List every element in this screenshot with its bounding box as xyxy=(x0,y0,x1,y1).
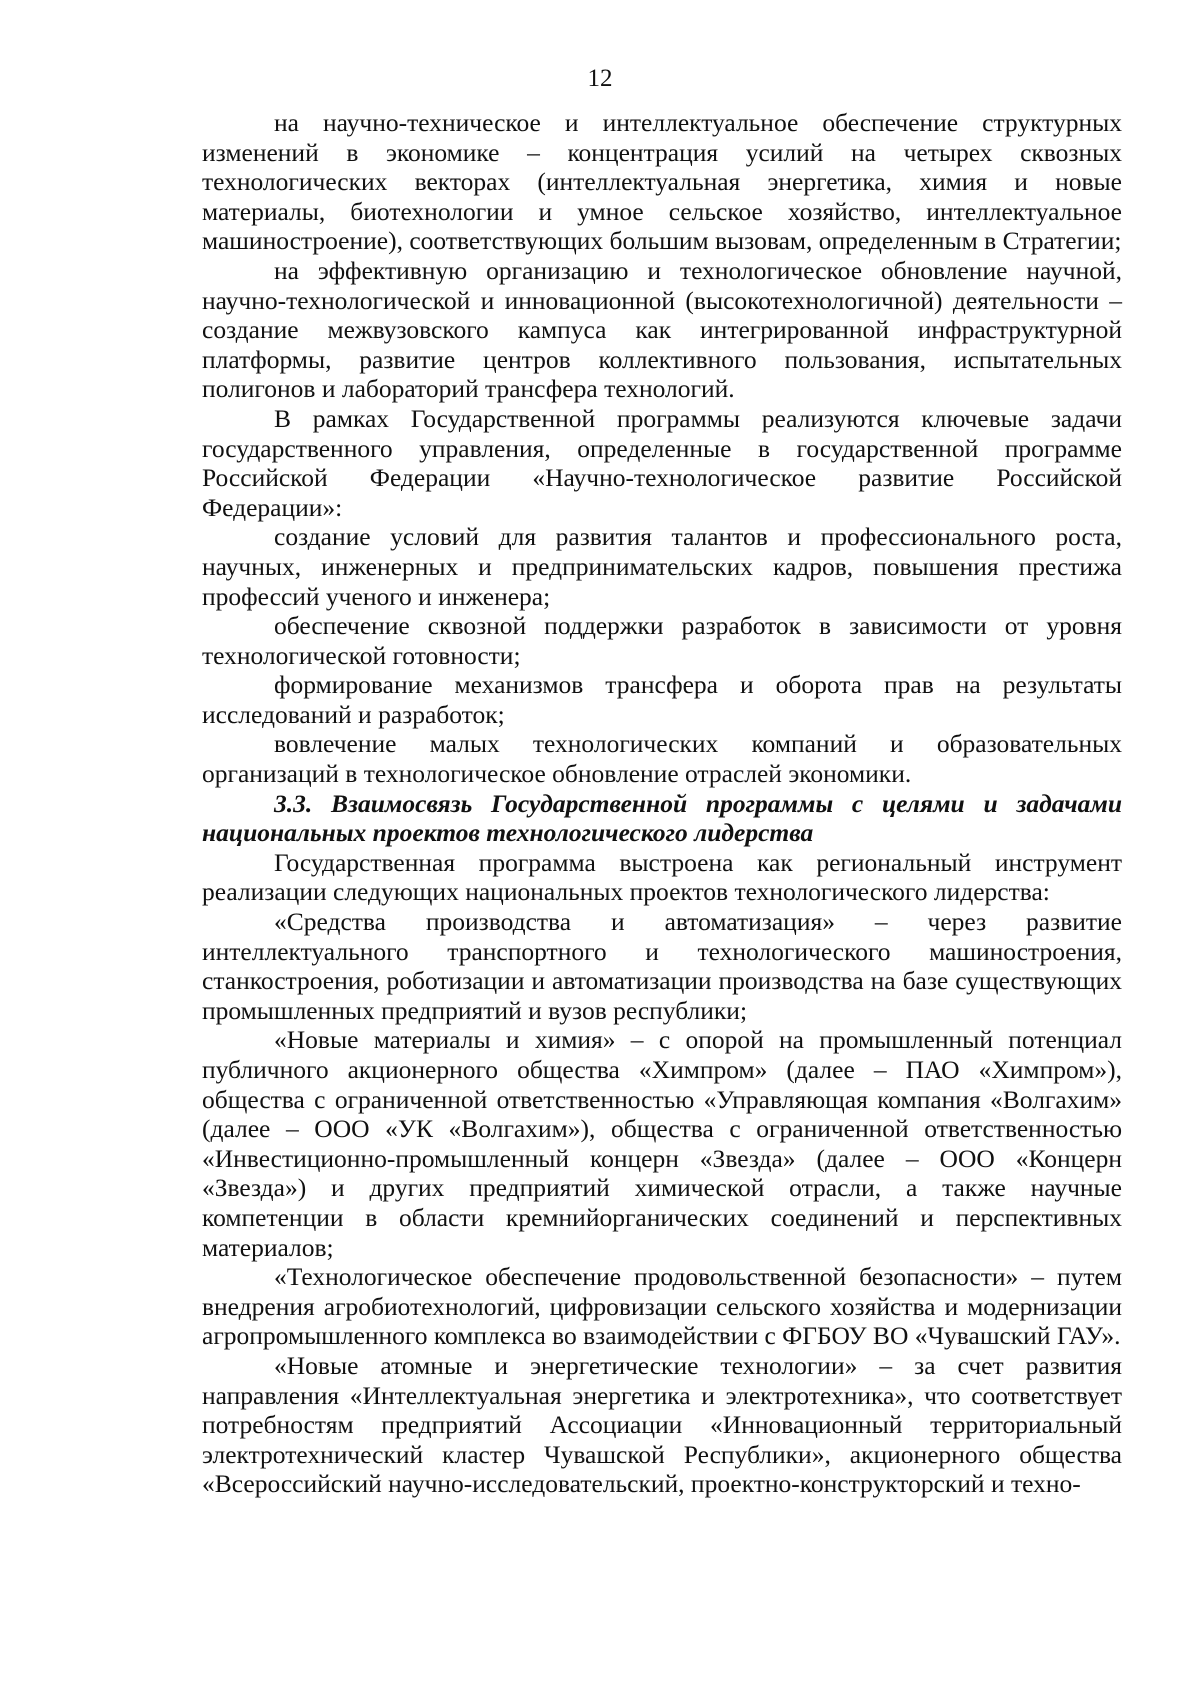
paragraph: на научно-техническое и интеллектуальное обеспечение структурных изменений в экономике – концентрация усилий на четырех сквозных технологических векторах (интеллектуальная энергетика, химия и новые материалы, биотехнологии и умное сельское хозяйство, интеллектуальное машиностроение), соответствующих большим вызовам, определенным в Стратегии; xyxy=(202,108,1122,256)
section-heading: 3.3. Взаимосвязь Государственной программы с целями и задачами национальных проектов технологического лидерства xyxy=(202,788,1122,848)
paragraph: «Средства производства и автоматизация» – через развитие интеллектуального транспортного и технологического машиностроения, станкостроения, роботизации и автоматизации производства на базе существующих промышленных предприятий и вузов республики; xyxy=(202,907,1122,1025)
paragraph: В рамках Государственной программы реализуются ключевые задачи государственного управления, определенные в государственной программе Российской Федерации «Научно-технологическое развитие Российской Федерации»: xyxy=(202,403,1122,522)
paragraph: «Новые атомные и энергетические технологии» – за счет развития направления «Интеллектуальная энергетика и электротехника», что соответствует потребностям предприятий Ассоциации «Инновационный территориальный электротехнический кластер Чувашской Республики», акционерного общества «Всероссийский научно-исследовательский, проектно-конструкторский и техно- xyxy=(202,1350,1122,1499)
paragraph: «Технологическое обеспечение продовольственной безопасности» – путем внедрения агробиотехнологий, цифровизации сельского хозяйства и модернизации агропромышленного комплекса во взаимодействии с ФГБОУ ВО «Чувашский ГАУ». xyxy=(202,1262,1122,1351)
paragraph: «Новые материалы и химия» – с опорой на промышленный потенциал публичного акционерного общества «Химпром» (далее – ПАО «Химпром»), общества с ограниченной ответственностью «Управляющая компания «Волгахим» (далее – ООО «УК «Волгахим»), общества с ограниченной ответственностью «Инвестиционно-промышленный концерн «Звезда» (далее – ООО «Концерн «Звезда») и других предприятий химической отрасли, а также научные компетенции в области кремнийорганических соединений и перспективных материалов; xyxy=(202,1025,1122,1262)
paragraph: формирование механизмов трансфера и оборота прав на результаты исследований и разработок; xyxy=(202,670,1122,729)
paragraph: создание условий для развития талантов и профессионального роста, научных, инженерных и предпринимательских кадров, повышения престижа профессий ученого и инженера; xyxy=(202,522,1122,611)
paragraph: Государственная программа выстроена как региональный инструмент реализации следующих национальных проектов технологического лидерства: xyxy=(202,847,1122,907)
paragraph: вовлечение малых технологических компаний и образовательных организаций в технологическое обновление отраслей экономики. xyxy=(202,729,1122,789)
page-number: 12 xyxy=(587,65,613,92)
document-body xyxy=(202,108,1122,1499)
paragraph: на эффективную организацию и технологическое обновление научной, научно-технологической и инновационной (высокотехнологичной) деятельности – создание межвузовского кампуса как интегрированной инфраструктурной платформы, развитие центров коллективного пользования, испытательных полигонов и лабораторий трансфера технологий. xyxy=(202,255,1122,404)
paragraph: обеспечение сквозной поддержки разработок в зависимости от уровня технологической готовности; xyxy=(202,611,1122,670)
